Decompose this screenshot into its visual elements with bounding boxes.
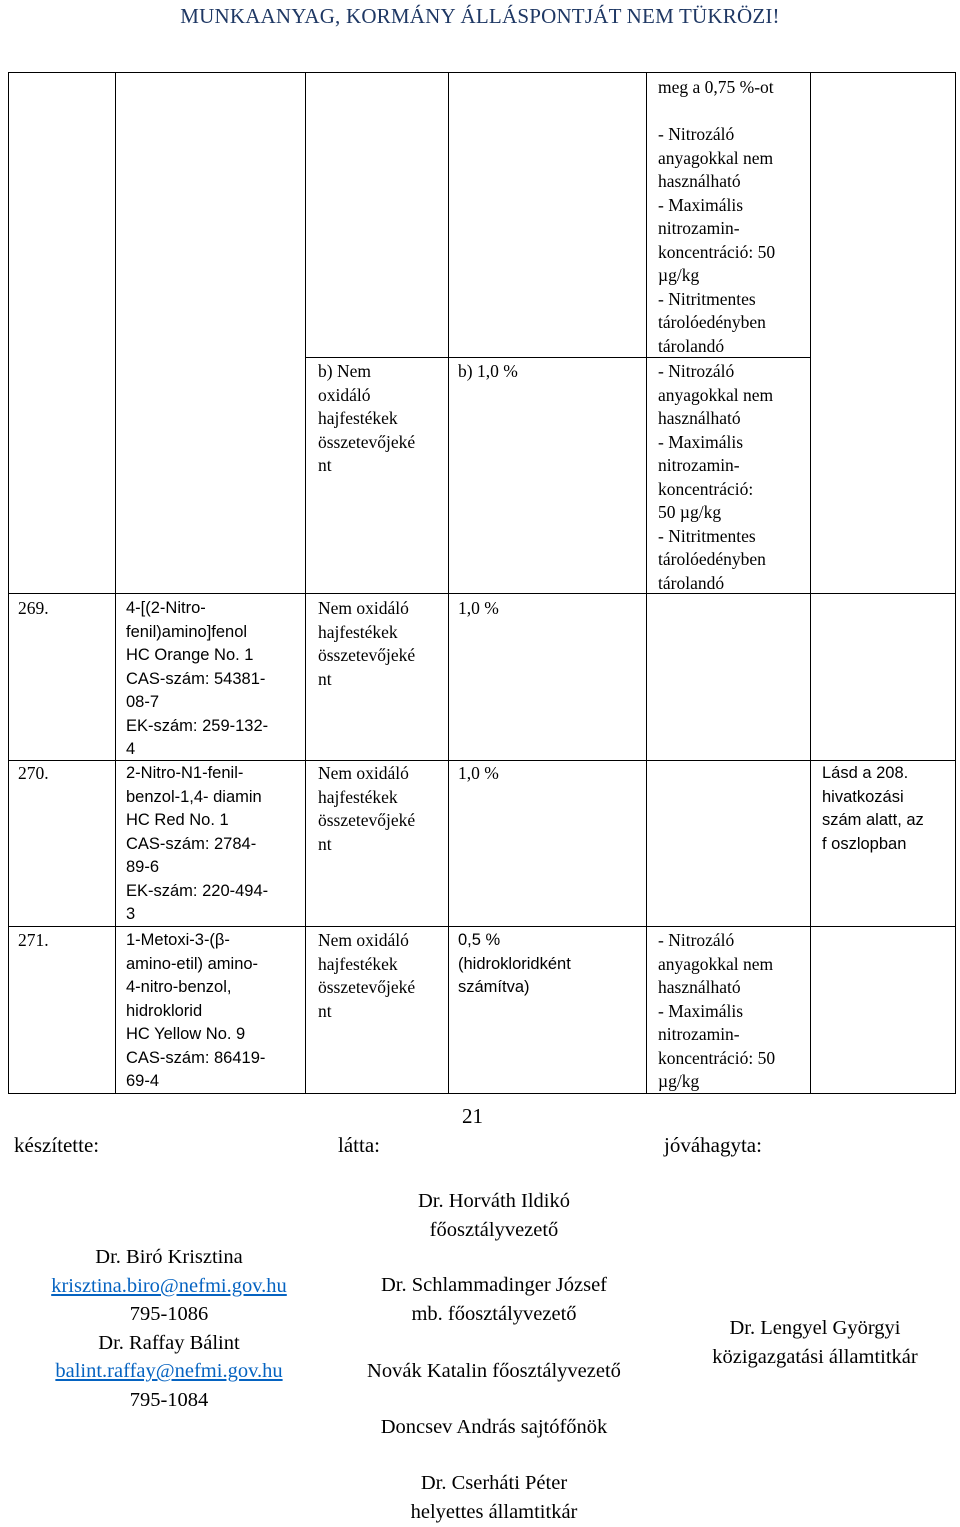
seen-by-block xyxy=(330,1271,658,1328)
approved-by-block xyxy=(670,1314,960,1371)
row-number: 269. xyxy=(18,598,49,618)
approver-name: Dr. Lengyel Györgyi xyxy=(729,1317,901,1339)
author-phone: 795-1086 xyxy=(129,1303,209,1325)
page-number: 21 xyxy=(462,1104,483,1128)
reviewer-name: Dr. Schlammadinger József xyxy=(380,1274,607,1296)
author-email-link[interactable]: krisztina.biro@nefmi.gov.hu xyxy=(51,1274,287,1297)
use-non-oxidising: Nem oxidáló hajfestékek összetevőjeké nt xyxy=(318,598,416,689)
seen-label: látta: xyxy=(338,1133,380,1157)
substance-name: 4-[(2-Nitro- fenil)amino]fenol HC Orange No. 1 CAS-szám: 54381- 08-7 EK-szám: 259-132- 4 xyxy=(126,599,269,758)
seen-by-block xyxy=(330,1187,658,1244)
use-non-oxidising: b) Nem oxidáló hajfestékek összetevőjeké nt xyxy=(318,361,416,475)
approved-label: jóváhagyta: xyxy=(664,1133,762,1157)
max-concentration: b) 1,0 % xyxy=(458,361,518,381)
seen-by-block xyxy=(330,1469,658,1526)
concentration-note: meg a 0,75 %-ot xyxy=(658,77,774,97)
nitrosation-warning: - Nitrozáló anyagokkal nem használható - Maximális nitrozamin- koncentráció: 50 µg/kg - Nitritmentes tárolóedényben tárolandó xyxy=(658,361,774,593)
prepared-by-block xyxy=(14,1243,324,1414)
reference-note: Lásd a 208. hivatkozási szám alatt, az f oszlopban xyxy=(822,764,924,853)
reviewer-title: mb. főosztályvezető xyxy=(411,1302,577,1325)
substance-name: 1-Metoxi-3-(β- amino-etil) amino- 4-nitro-benzol, hidroklorid HC Yellow No. 9 CAS-szám: 86419- 69-4 xyxy=(126,931,266,1090)
reviewer-name: Dr. Cserháti Péter xyxy=(420,1472,568,1494)
max-concentration: 1,0 % xyxy=(458,598,499,618)
max-concentration: 0,5 % (hidrokloridként számítva) xyxy=(458,931,571,996)
row-number: 270. xyxy=(18,763,49,783)
use-non-oxidising: Nem oxidáló hajfestékek összetevőjeké nt xyxy=(318,763,416,854)
reviewer-title: helyettes államtitkár xyxy=(410,1500,578,1523)
author-name: Dr. Biró Krisztina xyxy=(95,1246,243,1268)
row-number: 271. xyxy=(18,930,49,950)
reviewer-name: Dr. Horváth Ildikó xyxy=(417,1190,571,1212)
reviewer-title: főosztályvezető xyxy=(429,1218,559,1241)
nitrosation-warning: - Nitrozáló anyagokkal nem használható - Maximális nitrozamin- koncentráció: 50 µg/kg - Nitritmentes tárolóedényben tárolandó xyxy=(658,124,776,356)
use-non-oxidising: Nem oxidáló hajfestékek összetevőjeké nt xyxy=(318,930,416,1021)
author-name: Dr. Raffay Bálint xyxy=(98,1331,240,1354)
max-concentration: 1,0 % xyxy=(458,763,499,783)
author-email-link[interactable]: balint.raffay@nefmi.gov.hu xyxy=(55,1360,283,1382)
prepared-label: készítette: xyxy=(14,1133,100,1157)
reviewer-line: Novák Katalin főosztályvezető xyxy=(367,1360,621,1382)
nitrosation-warning: - Nitrozáló anyagokkal nem használható - Maximális nitrozamin- koncentráció: 50 µg/kg xyxy=(658,930,776,1091)
approver-title: közigazgatási államtitkár xyxy=(712,1345,918,1368)
author-phone: 795-1084 xyxy=(129,1388,209,1411)
substance-name: 2-Nitro-N1-fenil- benzol-1,4- diamin HC Red No. 1 CAS-szám: 2784- 89-6 EK-szám: 220-494- 3 xyxy=(126,764,269,923)
reviewer-line: Doncsev András sajtófőnök xyxy=(380,1416,608,1438)
page-header-warning: MUNKAANYAG, KORMÁNY ÁLLÁSPONTJÁT NEM TÜKRÖZI! xyxy=(180,4,780,28)
